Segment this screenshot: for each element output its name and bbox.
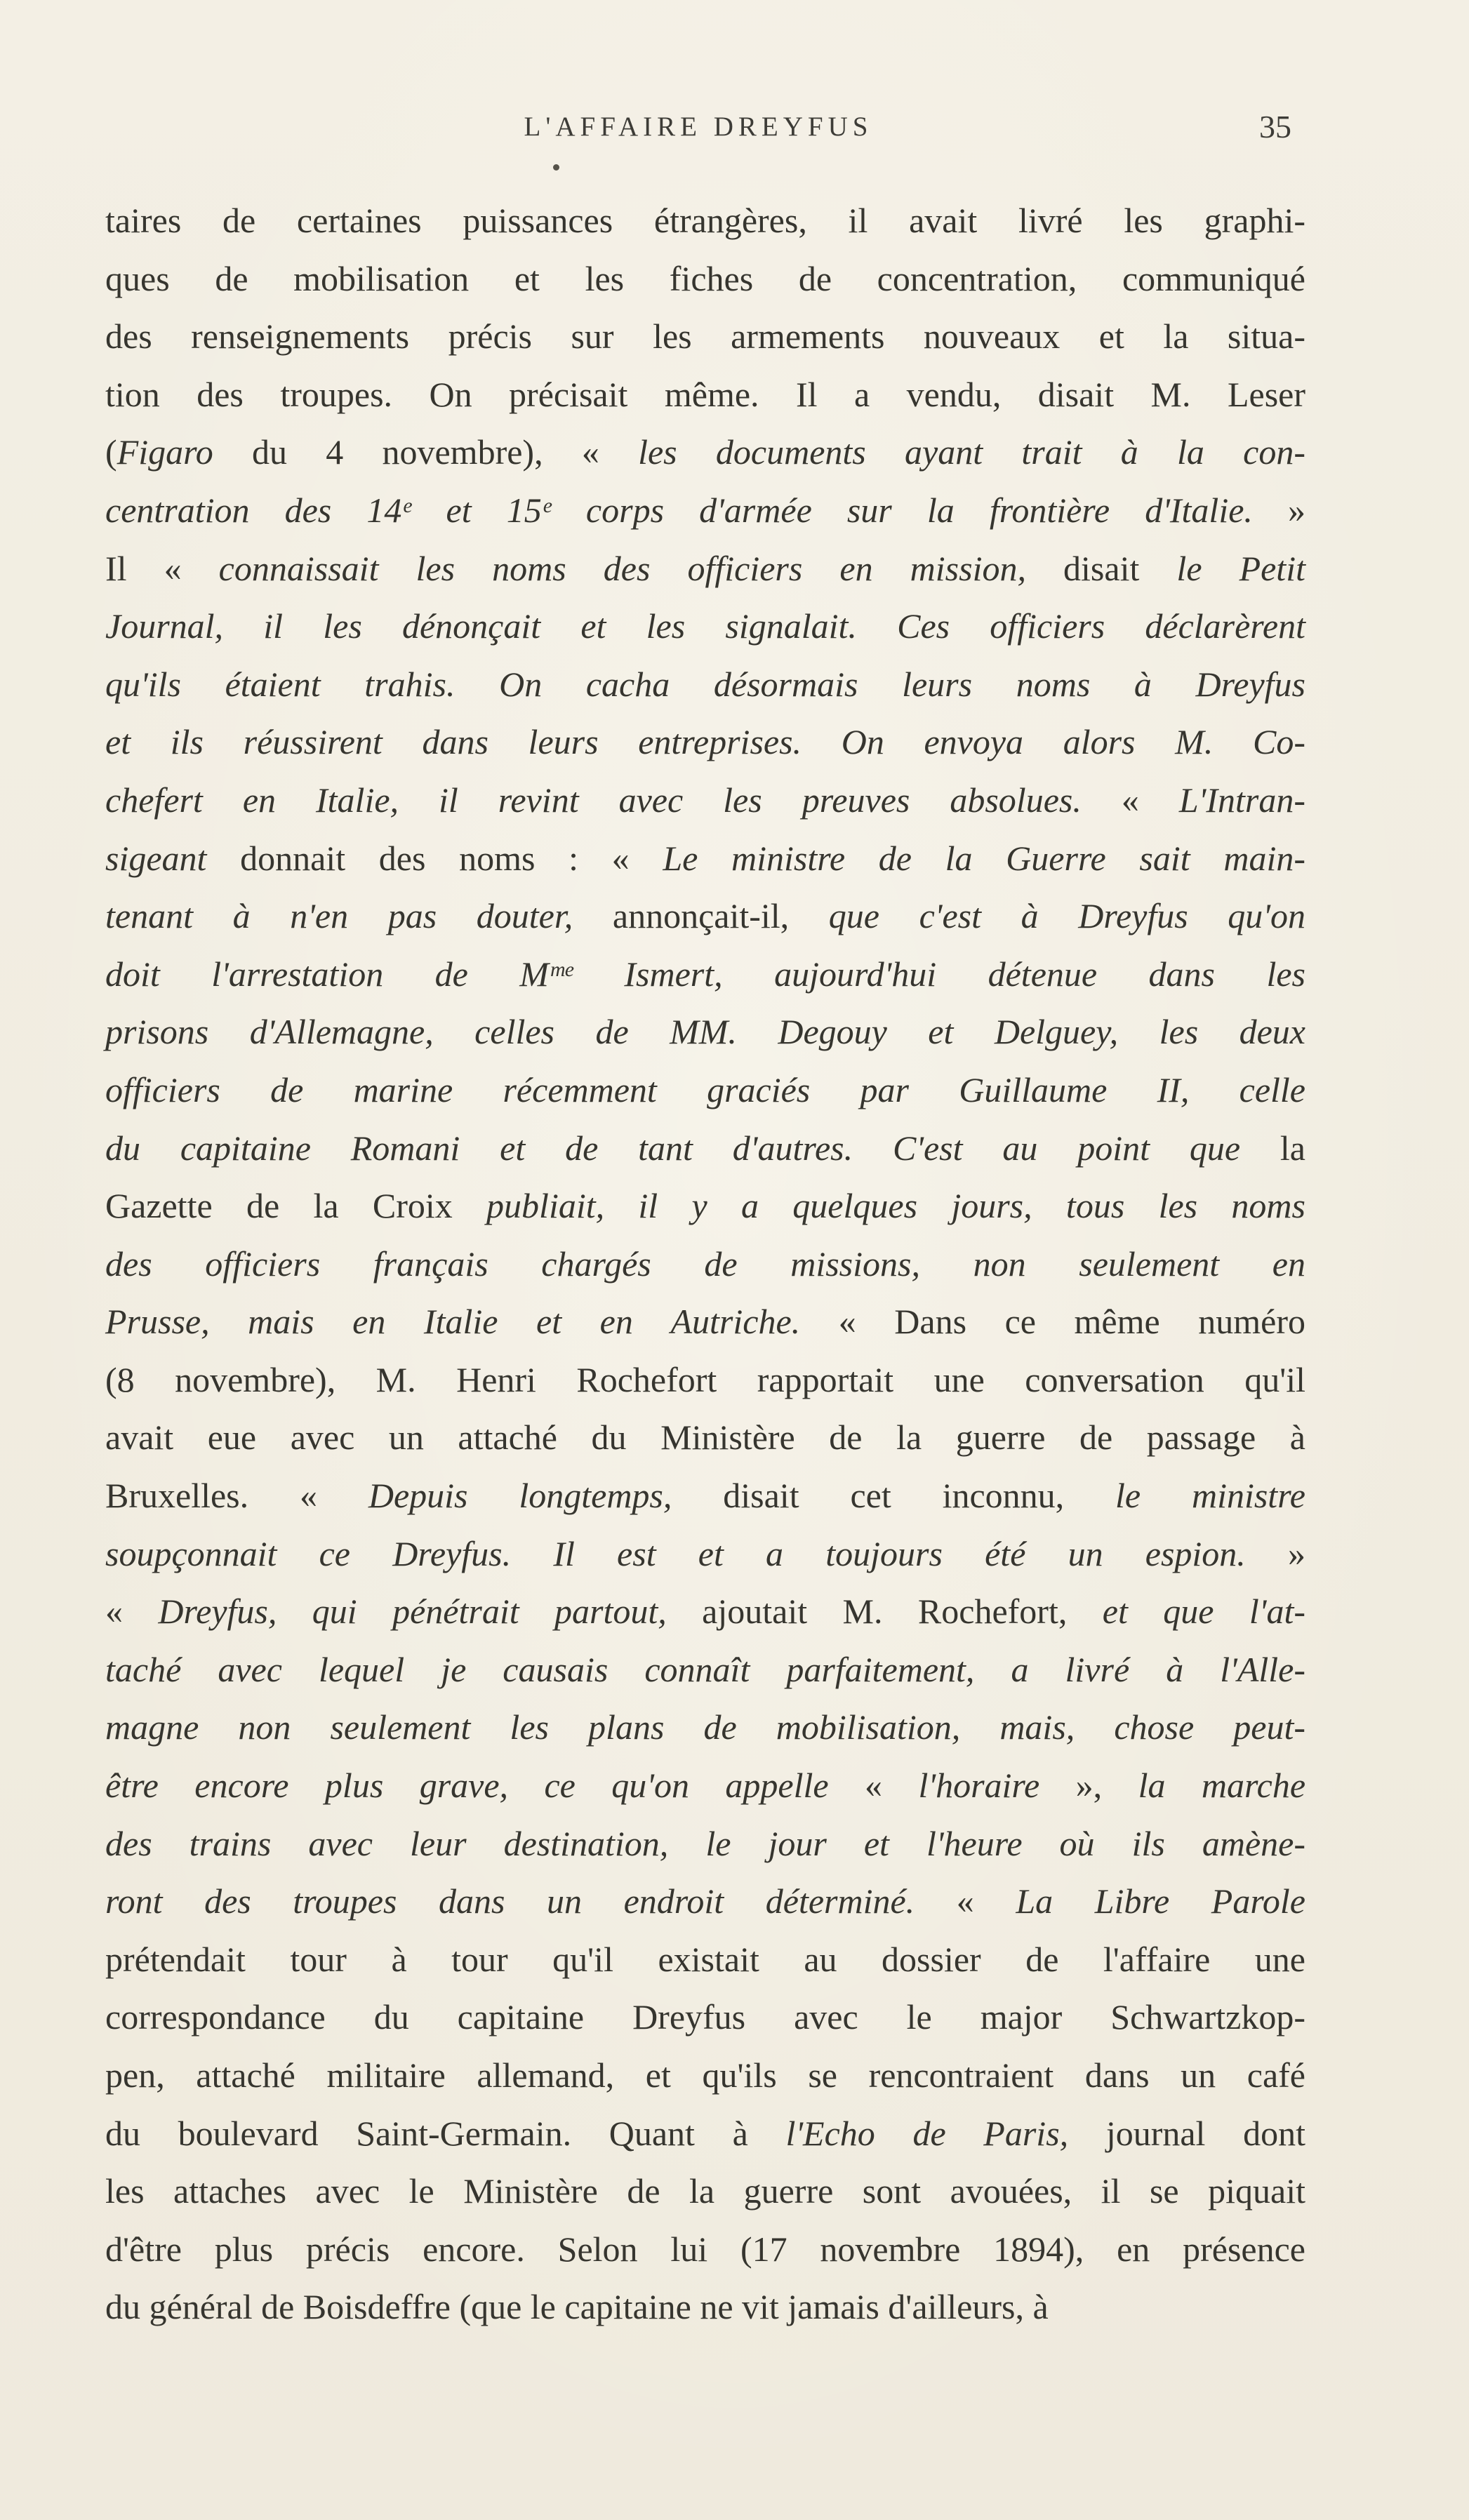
italic-text: doit l'arrestation de Mᵐᵉ Ismert, aujourd'hui détenue dans les xyxy=(105,954,1305,994)
italic-text: l'horaire xyxy=(918,1766,1040,1806)
text-line xyxy=(105,1293,1305,1351)
text-segment: tion des troupes. On précisait même. Il a vendu, disait M. Leser xyxy=(105,374,1305,414)
italic-text: officiers de marine récemment graciés par Guillaume II, celle xyxy=(105,1069,1305,1109)
text-line xyxy=(105,1119,1305,1178)
italic-text: sigeant xyxy=(105,838,207,878)
text-line xyxy=(105,481,1305,540)
italic-text: tenant à n'en pas douter, xyxy=(105,896,573,936)
text-segment: prétendait tour à tour qu'il existait au dossier de l'affaire une xyxy=(105,1939,1305,1979)
text-line xyxy=(105,1525,1305,1583)
italic-text: taché avec lequel je causais connaît parfaitement, a livré à l'Alle- xyxy=(105,1649,1305,1689)
italic-text: Dreyfus, qui pénétrait partout, xyxy=(158,1592,667,1632)
text-segment: « xyxy=(915,1881,1016,1921)
text-segment: », xyxy=(1039,1766,1138,1806)
text-segment: Il « xyxy=(105,548,219,588)
text-line xyxy=(105,1641,1305,1699)
text-segment: » xyxy=(1252,490,1305,530)
italic-text: centration des 14ᵉ et 15ᵉ corps d'armée sur la frontière d'Italie. xyxy=(105,490,1253,530)
text-segment: les attaches avec le Ministère de la guerre sont avouées, il se piquait xyxy=(105,2171,1305,2211)
italic-text: La Libre Parole xyxy=(1016,1881,1305,1921)
text-line xyxy=(105,1061,1305,1119)
text-line xyxy=(105,1177,1305,1235)
text-line xyxy=(105,597,1305,655)
text-segment: avait eue avec un attaché du Ministère de la guerre de passage à xyxy=(105,1418,1305,1458)
italic-text: Journal, il les dénonçait et les signalait. Ces officiers déclarèrent xyxy=(105,606,1305,646)
text-line xyxy=(105,423,1305,481)
italic-text: l'Echo de Paris, xyxy=(785,2113,1069,2153)
running-head xyxy=(105,105,1291,154)
italic-text: des trains avec leur destination, le jour et l'heure où ils amène- xyxy=(105,1823,1305,1863)
text-segment: du boulevard Saint-Germain. Quant à xyxy=(105,2113,786,2153)
text-segment: Bruxelles. « xyxy=(105,1476,368,1516)
italic-text: Le ministre de la Guerre sait main- xyxy=(663,838,1305,878)
text-line xyxy=(105,2162,1305,2220)
text-segment: la xyxy=(1240,1128,1305,1168)
text-line xyxy=(105,1698,1305,1756)
text-segment: disait xyxy=(1025,548,1177,588)
italic-text: être encore plus grave, ce qu'on appelle xyxy=(105,1766,829,1806)
italic-text: L'Intran- xyxy=(1178,780,1305,820)
text-segment: ( xyxy=(105,432,117,472)
page-number: 35 xyxy=(1259,109,1291,145)
italic-text: le Petit xyxy=(1176,548,1305,588)
text-line xyxy=(105,366,1305,424)
italic-text: que c'est à Dreyfus qu'on xyxy=(828,896,1305,936)
italic-text: connaissait les noms des officiers en mission, xyxy=(218,548,1026,588)
text-line xyxy=(105,1408,1305,1467)
text-line xyxy=(105,1931,1305,1989)
running-title: L'AFFAIRE DREYFUS xyxy=(524,112,873,142)
text-line xyxy=(105,945,1305,1004)
text-line xyxy=(105,307,1305,366)
text-segment: correspondance du capitaine Dreyfus avec le major Schwartzkop- xyxy=(105,1997,1305,2037)
italic-text: Figaro xyxy=(117,432,213,472)
text-segment: disait cet inconnu, xyxy=(672,1476,1116,1516)
text-segment: « xyxy=(105,1592,159,1632)
text-line xyxy=(105,1988,1305,2046)
italic-text: chefert en Italie, il revint avec les preuves absolues. xyxy=(105,780,1082,820)
text-line xyxy=(105,829,1305,888)
text-line xyxy=(105,1351,1305,1409)
text-segment: du 4 novembre), « xyxy=(213,432,639,472)
text-line xyxy=(105,540,1305,598)
text-segment: des renseignements précis sur les armements nouveaux et la situa- xyxy=(105,316,1305,356)
text-line xyxy=(105,1467,1305,1525)
body-text xyxy=(105,192,1305,2336)
italic-text: des officiers français chargés de missions, non seulement en xyxy=(105,1244,1305,1284)
text-segment: pen, attaché militaire allemand, et qu'ils se rencontraient dans un café xyxy=(105,2055,1305,2095)
text-line xyxy=(105,1756,1305,1815)
text-line xyxy=(105,2105,1305,2163)
text-line xyxy=(105,2220,1305,2279)
italic-text: publiait, il y a quelques jours, tous les noms xyxy=(486,1186,1305,1226)
italic-text: la marche xyxy=(1138,1766,1306,1806)
text-line xyxy=(105,771,1305,829)
text-segment: « Dans ce même numéro xyxy=(800,1302,1306,1342)
text-segment: ques de mobilisation et les fiches de concentration, communiqué xyxy=(105,258,1305,298)
text-segment: Gazette de la Croix xyxy=(105,1186,487,1226)
text-line xyxy=(105,655,1305,714)
text-segment: (8 novembre), M. Henri Rochefort rapportait une conversation qu'il xyxy=(105,1359,1305,1399)
text-line xyxy=(105,2046,1305,2105)
text-line xyxy=(105,1235,1305,1293)
text-line xyxy=(105,1815,1305,1873)
text-segment: d'être plus précis encore. Selon lui (17 novembre 1894), en présence xyxy=(105,2229,1305,2269)
italic-text: le ministre xyxy=(1115,1476,1305,1516)
italic-text: et que l'at- xyxy=(1102,1592,1305,1632)
text-line xyxy=(105,1582,1305,1641)
italic-text: ront des troupes dans un endroit déterminé. xyxy=(105,1881,915,1921)
text-segment: ajoutait M. Rochefort, xyxy=(666,1592,1103,1632)
italic-text: qu'ils étaient trahis. On cacha désormais leurs noms à Dreyfus xyxy=(105,664,1305,704)
text-line xyxy=(105,250,1305,308)
text-segment: annonçait-il, xyxy=(573,896,829,936)
italic-text: Prusse, mais en Italie et en Autriche. xyxy=(105,1302,801,1342)
text-segment: » xyxy=(1245,1533,1305,1573)
text-segment: donnait des noms : « xyxy=(206,838,663,878)
italic-text: prisons d'Allemagne, celles de MM. Degouy et Delguey, les deux xyxy=(105,1012,1305,1052)
italic-text: du capitaine Romani et de tant d'autres. C'est au point que xyxy=(105,1128,1241,1168)
italic-text: magne non seulement les plans de mobilisation, mais, chose peut- xyxy=(105,1707,1305,1747)
text-line xyxy=(105,713,1305,771)
italic-text: et ils réussirent dans leurs entreprises. On envoya alors M. Co- xyxy=(105,722,1305,762)
text-segment: du général de Boisdeffre (que le capitaine ne vit jamais d'ailleurs, à xyxy=(105,2287,1049,2327)
text-segment: journal dont xyxy=(1068,2113,1305,2153)
text-line xyxy=(105,887,1305,945)
text-segment: « xyxy=(1081,780,1179,820)
text-segment: « xyxy=(828,1766,919,1806)
italic-text: les documents ayant trait à la con- xyxy=(638,432,1305,472)
text-line xyxy=(105,192,1305,250)
italic-text: Depuis longtemps, xyxy=(368,1476,672,1516)
italic-text: soupçonnait ce Dreyfus. Il est et a toujours été un espion. xyxy=(105,1533,1246,1573)
text-segment: taires de certaines puissances étrangères, il avait livré les graphi- xyxy=(105,201,1305,240)
text-line xyxy=(105,1003,1305,1061)
text-line xyxy=(105,2278,1305,2336)
text-line xyxy=(105,1872,1305,1931)
ink-speck xyxy=(553,164,559,171)
